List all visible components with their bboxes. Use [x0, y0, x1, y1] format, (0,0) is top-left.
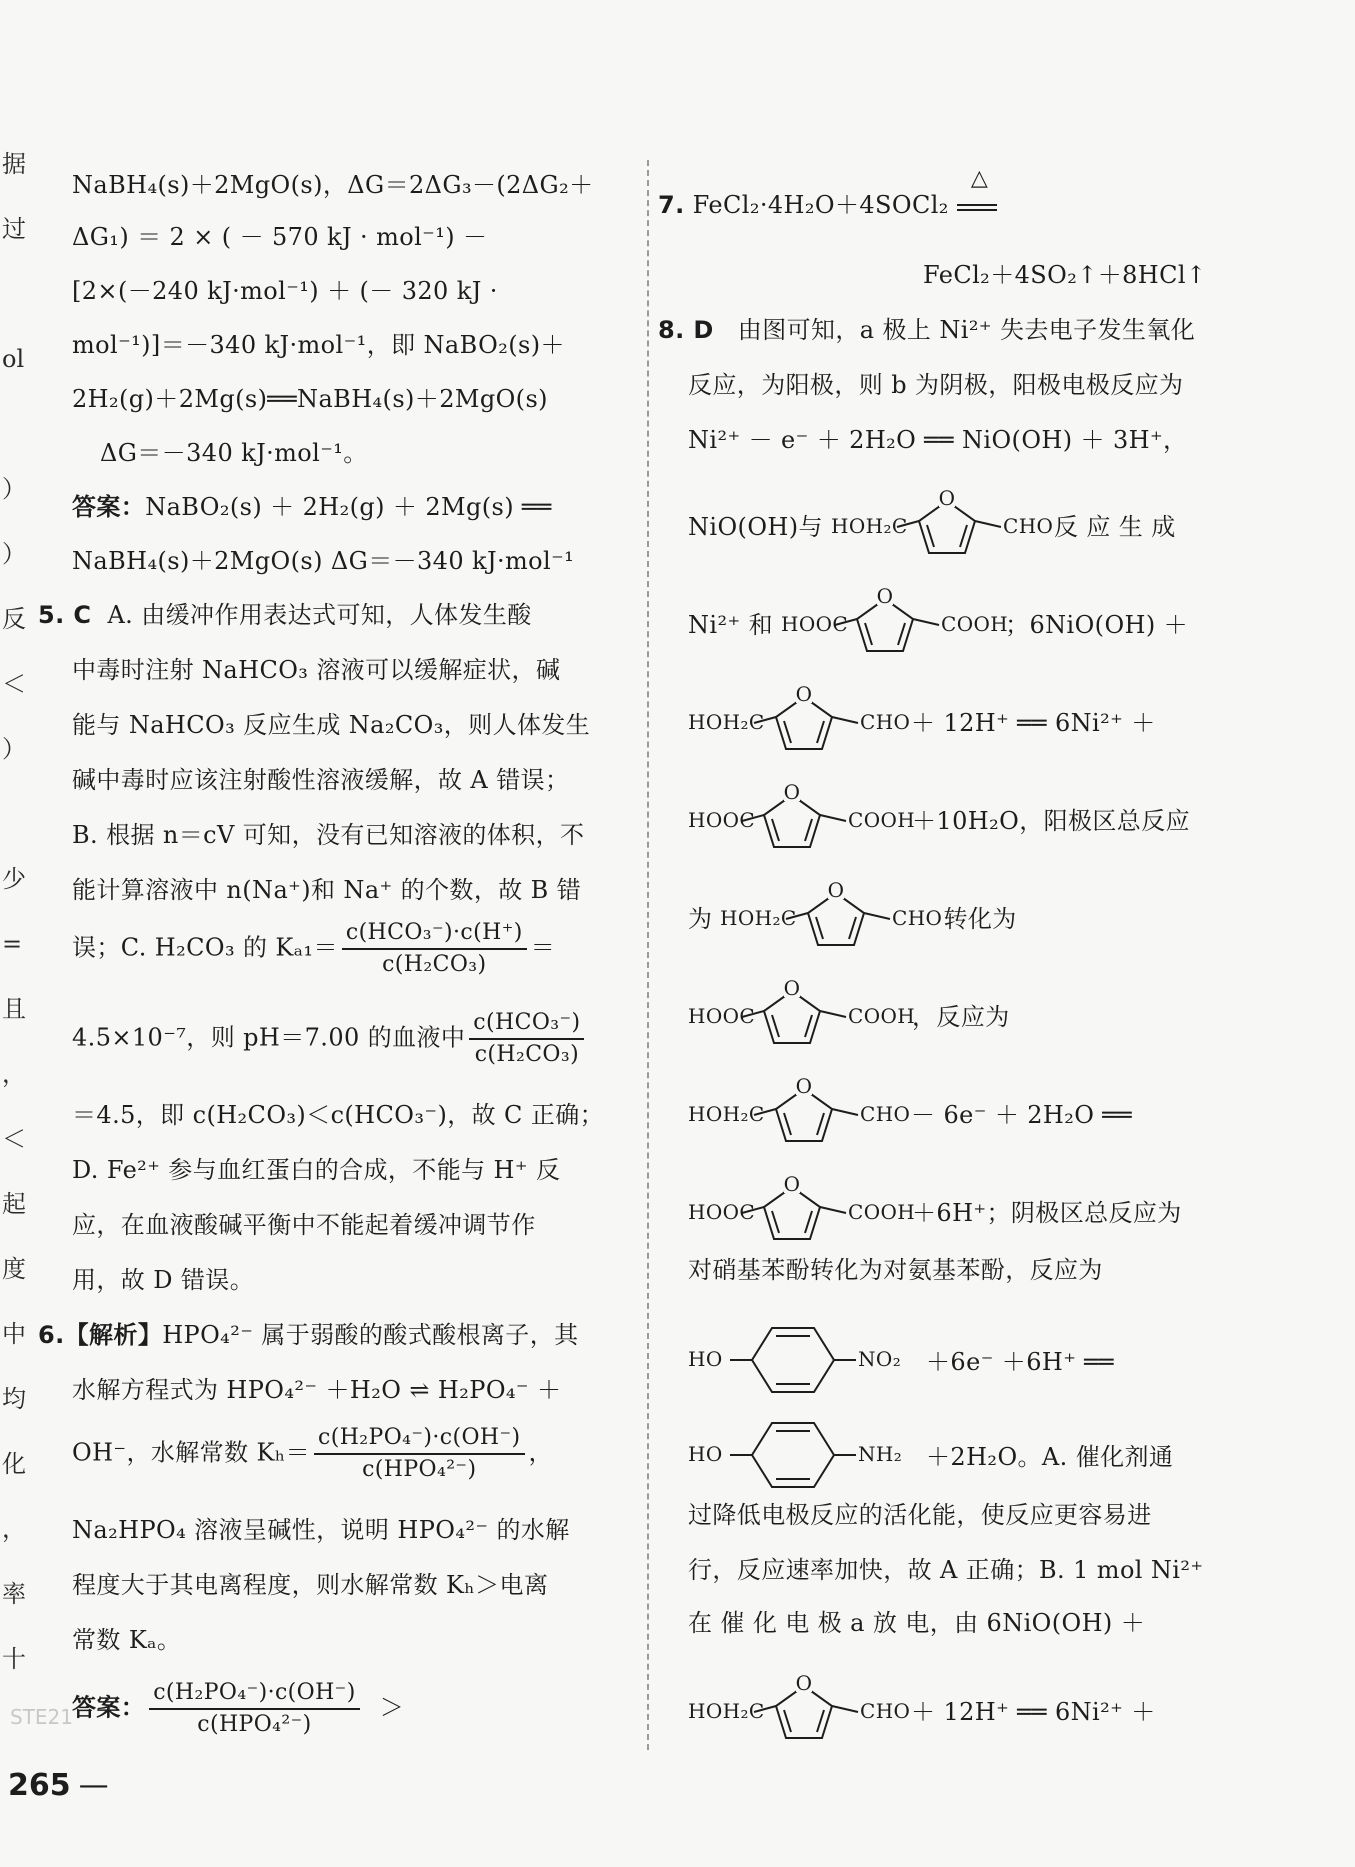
substituent-left: HOH₂C — [688, 1102, 765, 1126]
page-number: 265 — [8, 1768, 71, 1803]
text-fragment: ＋2H₂O。A. 催化剂通 — [926, 1443, 1174, 1471]
double-bond — [772, 819, 779, 841]
substituent-left: HOOC — [688, 1004, 756, 1028]
ring-oxygen: O — [795, 1671, 813, 1695]
answer-line — [72, 492, 552, 522]
cut-glyph: ， — [2, 1060, 26, 1088]
double-bond — [805, 1015, 812, 1037]
double-bond — [898, 623, 905, 645]
text-fragment: Ni²⁺ 和 — [688, 611, 773, 639]
text-line: Na₂HPO₄ 溶液呈碱性，说明 HPO₄²⁻ 的水解 — [72, 1516, 570, 1544]
substituent-right: CHO — [860, 1699, 911, 1723]
reaction-line — [688, 1672, 1156, 1755]
text-fragment: ＋ 12H⁺ ══ 6Ni²⁺ ＋ — [911, 709, 1156, 737]
denominator: c(HPO₄²⁻) — [362, 1457, 477, 1482]
substituent-left: HOOC — [688, 808, 756, 832]
bond-right — [820, 1011, 846, 1017]
text-line: 在 催 化 电 极 a 放 电，由 6NiO(OH) ＋ — [688, 1609, 1146, 1637]
cut-glyph: 起 — [2, 1190, 26, 1218]
text-fragment: OH⁻，水解常数 Kₕ＝ — [72, 1438, 311, 1467]
bond-right — [975, 521, 1001, 527]
text-fragment: － 6e⁻ ＋ 2H₂O ══ — [911, 1101, 1133, 1129]
numerator: c(HCO₃⁻) — [469, 1010, 584, 1040]
text-line: 反应，为阳极，则 b 为阴极，阳极电极反应为 — [688, 371, 1184, 399]
double-bond — [784, 721, 791, 743]
left-margin-cut-text — [0, 150, 30, 1710]
bond-right — [864, 913, 890, 919]
text-line: Ni²⁺ － e⁻ ＋ 2H₂O ══ NiO(OH) ＋ 3H⁺， — [688, 426, 1188, 454]
text-line: FeCl₂＋4SO₂↑＋8HCl↑ — [923, 261, 1207, 289]
text-line: 水解方程式为 HPO₄²⁻ ＋H₂O ⇌ H₂PO₄⁻ ＋ — [72, 1376, 562, 1404]
text-line: mol⁻¹)]＝－340 kJ·mol⁻¹，即 NaBO₂(s)＋ — [72, 331, 565, 359]
aminophenol-structure — [688, 1415, 918, 1502]
double-bond — [772, 1211, 779, 1233]
question-number: 7. — [658, 191, 685, 219]
answer-label: 答案： — [72, 1692, 146, 1722]
text-line: HPO₄²⁻ 属于弱酸的酸式酸根离子，其 — [162, 1321, 579, 1349]
double-bond — [960, 525, 967, 547]
ring-oxygen: O — [795, 1074, 813, 1098]
answer-line — [72, 1680, 404, 1738]
text-line: NaBH₄(s)＋2MgO(s) ΔG＝－340 kJ·mol⁻¹ — [72, 547, 575, 575]
text-line: 对硝基苯酚转化为对氨基苯酚，反应为 — [688, 1256, 1103, 1284]
double-bond — [816, 917, 823, 939]
double-bond — [817, 1113, 824, 1135]
text-fragment: ， — [528, 1438, 553, 1467]
text-fragment: ＝ — [530, 933, 556, 962]
hmf-structure — [720, 878, 943, 962]
text-line: 能与 NaHCO₃ 反应生成 Na₂CO₃，则人体发生 — [72, 711, 591, 739]
text-line: A. 由缓冲作用表达式可知，人体发生酸 — [107, 601, 532, 629]
bond-right — [832, 1706, 858, 1712]
substituent-right: COOH — [848, 1200, 916, 1224]
cut-glyph: 化 — [2, 1450, 26, 1478]
question-6 — [38, 1320, 579, 1350]
fdca-structure — [688, 976, 916, 1060]
double-bond — [784, 1710, 791, 1732]
substituent-right: NH₂ — [858, 1442, 903, 1466]
heat-arrow — [957, 165, 1007, 222]
text-line: FeCl₂·4H₂O＋4SOCl₂ — [692, 191, 949, 219]
ring-oxygen: O — [795, 682, 813, 706]
cut-glyph: 少 — [2, 865, 26, 893]
cut-glyph: ） — [2, 475, 26, 503]
cut-glyph: 反 — [2, 605, 26, 633]
reaction-line — [688, 1415, 1173, 1502]
ring-oxygen: O — [828, 878, 845, 902]
numerator: c(H₂PO₄⁻)·c(OH⁻) — [314, 1425, 524, 1455]
fdca-structure — [688, 780, 916, 864]
denominator: c(H₂CO₃) — [382, 952, 487, 977]
substituent-right: COOH — [848, 808, 916, 832]
double-bond — [805, 819, 812, 841]
text-line: 2H₂(g)＋2Mg(s)══NaBH₄(s)＋2MgO(s) — [72, 385, 548, 413]
cut-glyph: = — [2, 930, 23, 958]
substituent-right: COOH — [941, 612, 1009, 636]
text-fragment: ＋6H⁺；阴极区总反应为 — [912, 1199, 1182, 1227]
fdca-structure — [781, 584, 1009, 668]
hmf-structure — [688, 682, 911, 766]
text-fragment: 反 应 生 成 — [1053, 513, 1176, 541]
bond-right — [832, 1109, 858, 1115]
reaction-line — [688, 683, 1156, 766]
bond-right — [913, 619, 939, 625]
reaction-line — [688, 585, 1188, 668]
reaction-line — [688, 781, 1190, 864]
text-fragment: 4.5×10⁻⁷，则 pH＝7.00 的血液中 — [72, 1023, 466, 1052]
double-bond — [805, 1211, 812, 1233]
fraction — [469, 1010, 584, 1068]
double-bond — [865, 623, 872, 645]
equals-line — [957, 203, 997, 213]
page-footer — [8, 1768, 109, 1803]
denominator: c(H₂CO₃) — [474, 1042, 580, 1067]
bond-right — [820, 815, 846, 821]
denominator: c(HPO₄²⁻) — [197, 1712, 312, 1737]
cut-glyph: 均 — [2, 1385, 26, 1413]
double-bond — [784, 1113, 791, 1135]
question-8 — [658, 315, 1195, 345]
cut-glyph: 且 — [2, 995, 26, 1023]
question-5 — [38, 600, 532, 630]
question-number: 8. D — [658, 316, 714, 344]
text-line: [2×(－240 kJ·mol⁻¹) ＋ (－ 320 kJ · — [72, 277, 498, 305]
double-bond — [817, 1710, 824, 1732]
substituent-right: COOH — [848, 1004, 916, 1028]
fdca-structure — [688, 1172, 916, 1256]
bond-right — [820, 1207, 846, 1213]
kh-expression — [72, 1425, 553, 1483]
substituent-right: CHO — [860, 1102, 911, 1126]
text-line: D. Fe²⁺ 参与血红蛋白的合成，不能与 H⁺ 反 — [72, 1156, 561, 1184]
cut-glyph: 过 — [2, 215, 26, 243]
text-fragment: ＋ 12H⁺ ══ 6Ni²⁺ ＋ — [911, 1698, 1156, 1726]
text-line: 由图可知，a 极上 Ni²⁺ 失去电子发生氧化 — [737, 316, 1196, 344]
double-bond — [849, 917, 856, 939]
cut-glyph: 十 — [2, 1645, 26, 1673]
substituent-right: CHO — [1002, 514, 1054, 538]
reaction-line — [688, 487, 1176, 570]
text-fragment: NiO(OH)与 — [688, 513, 823, 541]
ring-oxygen: O — [938, 486, 956, 510]
text-line: 程度大于其电离程度，则水解常数 Kₕ＞电离 — [72, 1571, 549, 1599]
answer-text: NaBO₂(s) ＋ 2H₂(g) ＋ 2Mg(s) ══ — [145, 493, 552, 521]
ka1-expression — [72, 920, 555, 978]
substituent-right: CHO — [892, 906, 943, 930]
benzene-ring — [752, 1328, 834, 1392]
substituent-right: CHO — [860, 710, 911, 734]
text-fragment: ；6NiO(OH) ＋ — [1005, 611, 1189, 639]
double-bond — [772, 1015, 779, 1037]
reaction-line — [688, 1075, 1132, 1158]
ring-oxygen: O — [876, 584, 894, 608]
text-line: B. 根据 n＝cV 可知，没有已知溶液的体积，不 — [72, 821, 585, 849]
benzene-ring — [752, 1423, 834, 1487]
bond-right — [832, 717, 858, 723]
text-fragment: 为 — [688, 905, 713, 933]
hmf-structure — [688, 1074, 911, 1158]
substituent-left: HOH₂C — [688, 1699, 765, 1723]
question-7 — [658, 165, 1007, 222]
text-line: ΔG₁) ＝ 2 × ( － 570 kJ · mol⁻¹) － — [72, 223, 488, 251]
text-line: 常数 Kₐ。 — [72, 1626, 182, 1654]
substituent-left: HO — [688, 1347, 723, 1371]
fraction — [342, 920, 527, 978]
substituent-left: HOOC — [688, 1200, 756, 1224]
reaction-line — [688, 879, 1017, 962]
cut-glyph: ol — [2, 345, 25, 373]
nitrophenol-structure — [688, 1320, 918, 1407]
double-bond — [927, 525, 934, 547]
double-bond — [817, 721, 824, 743]
cut-glyph: 率 — [2, 1580, 26, 1608]
cut-glyph: 度 — [2, 1255, 26, 1283]
ratio-expression — [72, 1010, 588, 1068]
substituent-left: HOH₂C — [830, 514, 908, 538]
cut-glyph: ） — [2, 735, 26, 763]
text-fragment: ，反应为 — [912, 1003, 1010, 1031]
text-fragment: ＋10H₂O，阳极区总反应 — [912, 807, 1190, 835]
text-line: 行，反应速率加快，故 A 正确；B. 1 mol Ni²⁺ — [688, 1556, 1204, 1584]
reaction-line — [688, 977, 1010, 1060]
substituent-left: HOH₂C — [720, 906, 798, 930]
question-number: 5. C — [38, 601, 92, 629]
footer-dash: — — [78, 1768, 109, 1803]
watermark: STE21 — [10, 1705, 73, 1729]
substituent-left: HOH₂C — [688, 710, 765, 734]
cut-glyph: ＜ — [2, 1125, 26, 1153]
substituent-left: HOOC — [781, 612, 849, 636]
text-line: NaBH₄(s)＋2MgO(s)，ΔG＝2ΔG₃－(2ΔG₂＋ — [72, 171, 594, 199]
cut-glyph: ， — [2, 1515, 26, 1543]
question-number: 6.【解析】 — [38, 1321, 163, 1349]
text-line: 中毒时注射 NaHCO₃ 溶液可以缓解症状，碱 — [72, 656, 561, 684]
fraction — [314, 1425, 524, 1483]
text-line: 碱中毒时应该注射酸性溶液缓解，故 A 错误； — [72, 766, 570, 794]
text-line: 用，故 D 错误。 — [72, 1266, 255, 1294]
cut-glyph: ＜ — [2, 670, 26, 698]
text-line: 应，在血液酸碱平衡中不能起着缓冲调节作 — [72, 1211, 536, 1239]
numerator: c(H₂PO₄⁻)·c(OH⁻) — [149, 1680, 359, 1710]
column-divider — [647, 160, 649, 1750]
text-fragment: ＋6e⁻ ＋6H⁺ ══ — [926, 1348, 1114, 1376]
text-line: 过降低电极反应的活化能，使反应更容易进 — [688, 1501, 1152, 1529]
heat-symbol: △ — [970, 165, 989, 191]
comparison-sign: ＞ — [379, 1693, 405, 1722]
ring-oxygen: O — [783, 780, 801, 804]
text-line: ＝4.5，即 c(H₂CO₃)＜c(HCO₃⁻)，故 C 正确； — [72, 1101, 605, 1129]
text-fragment: 误；C. H₂CO₃ 的 Kₐ₁＝ — [72, 933, 338, 962]
ring-oxygen: O — [783, 976, 801, 1000]
text-line: ΔG＝－340 kJ·mol⁻¹。 — [100, 439, 368, 467]
text-fragment: 转化为 — [943, 905, 1017, 933]
cut-glyph: 据 — [2, 150, 26, 178]
fraction — [149, 1680, 359, 1738]
substituent-right: NO₂ — [858, 1347, 902, 1371]
answer-label: 答案： — [72, 492, 146, 521]
reaction-line — [688, 1320, 1114, 1407]
hmf-structure — [830, 486, 1054, 570]
hmf-structure — [688, 1671, 911, 1755]
reaction-line — [688, 1173, 1182, 1256]
substituent-left: HO — [688, 1442, 723, 1466]
cut-glyph: ） — [2, 540, 26, 568]
numerator: c(HCO₃⁻)·c(H⁺) — [342, 920, 527, 950]
ring-oxygen: O — [783, 1172, 801, 1196]
text-line: 能计算溶液中 n(Na⁺)和 Na⁺ 的个数，故 B 错 — [72, 876, 582, 904]
cut-glyph: 中 — [2, 1320, 26, 1348]
